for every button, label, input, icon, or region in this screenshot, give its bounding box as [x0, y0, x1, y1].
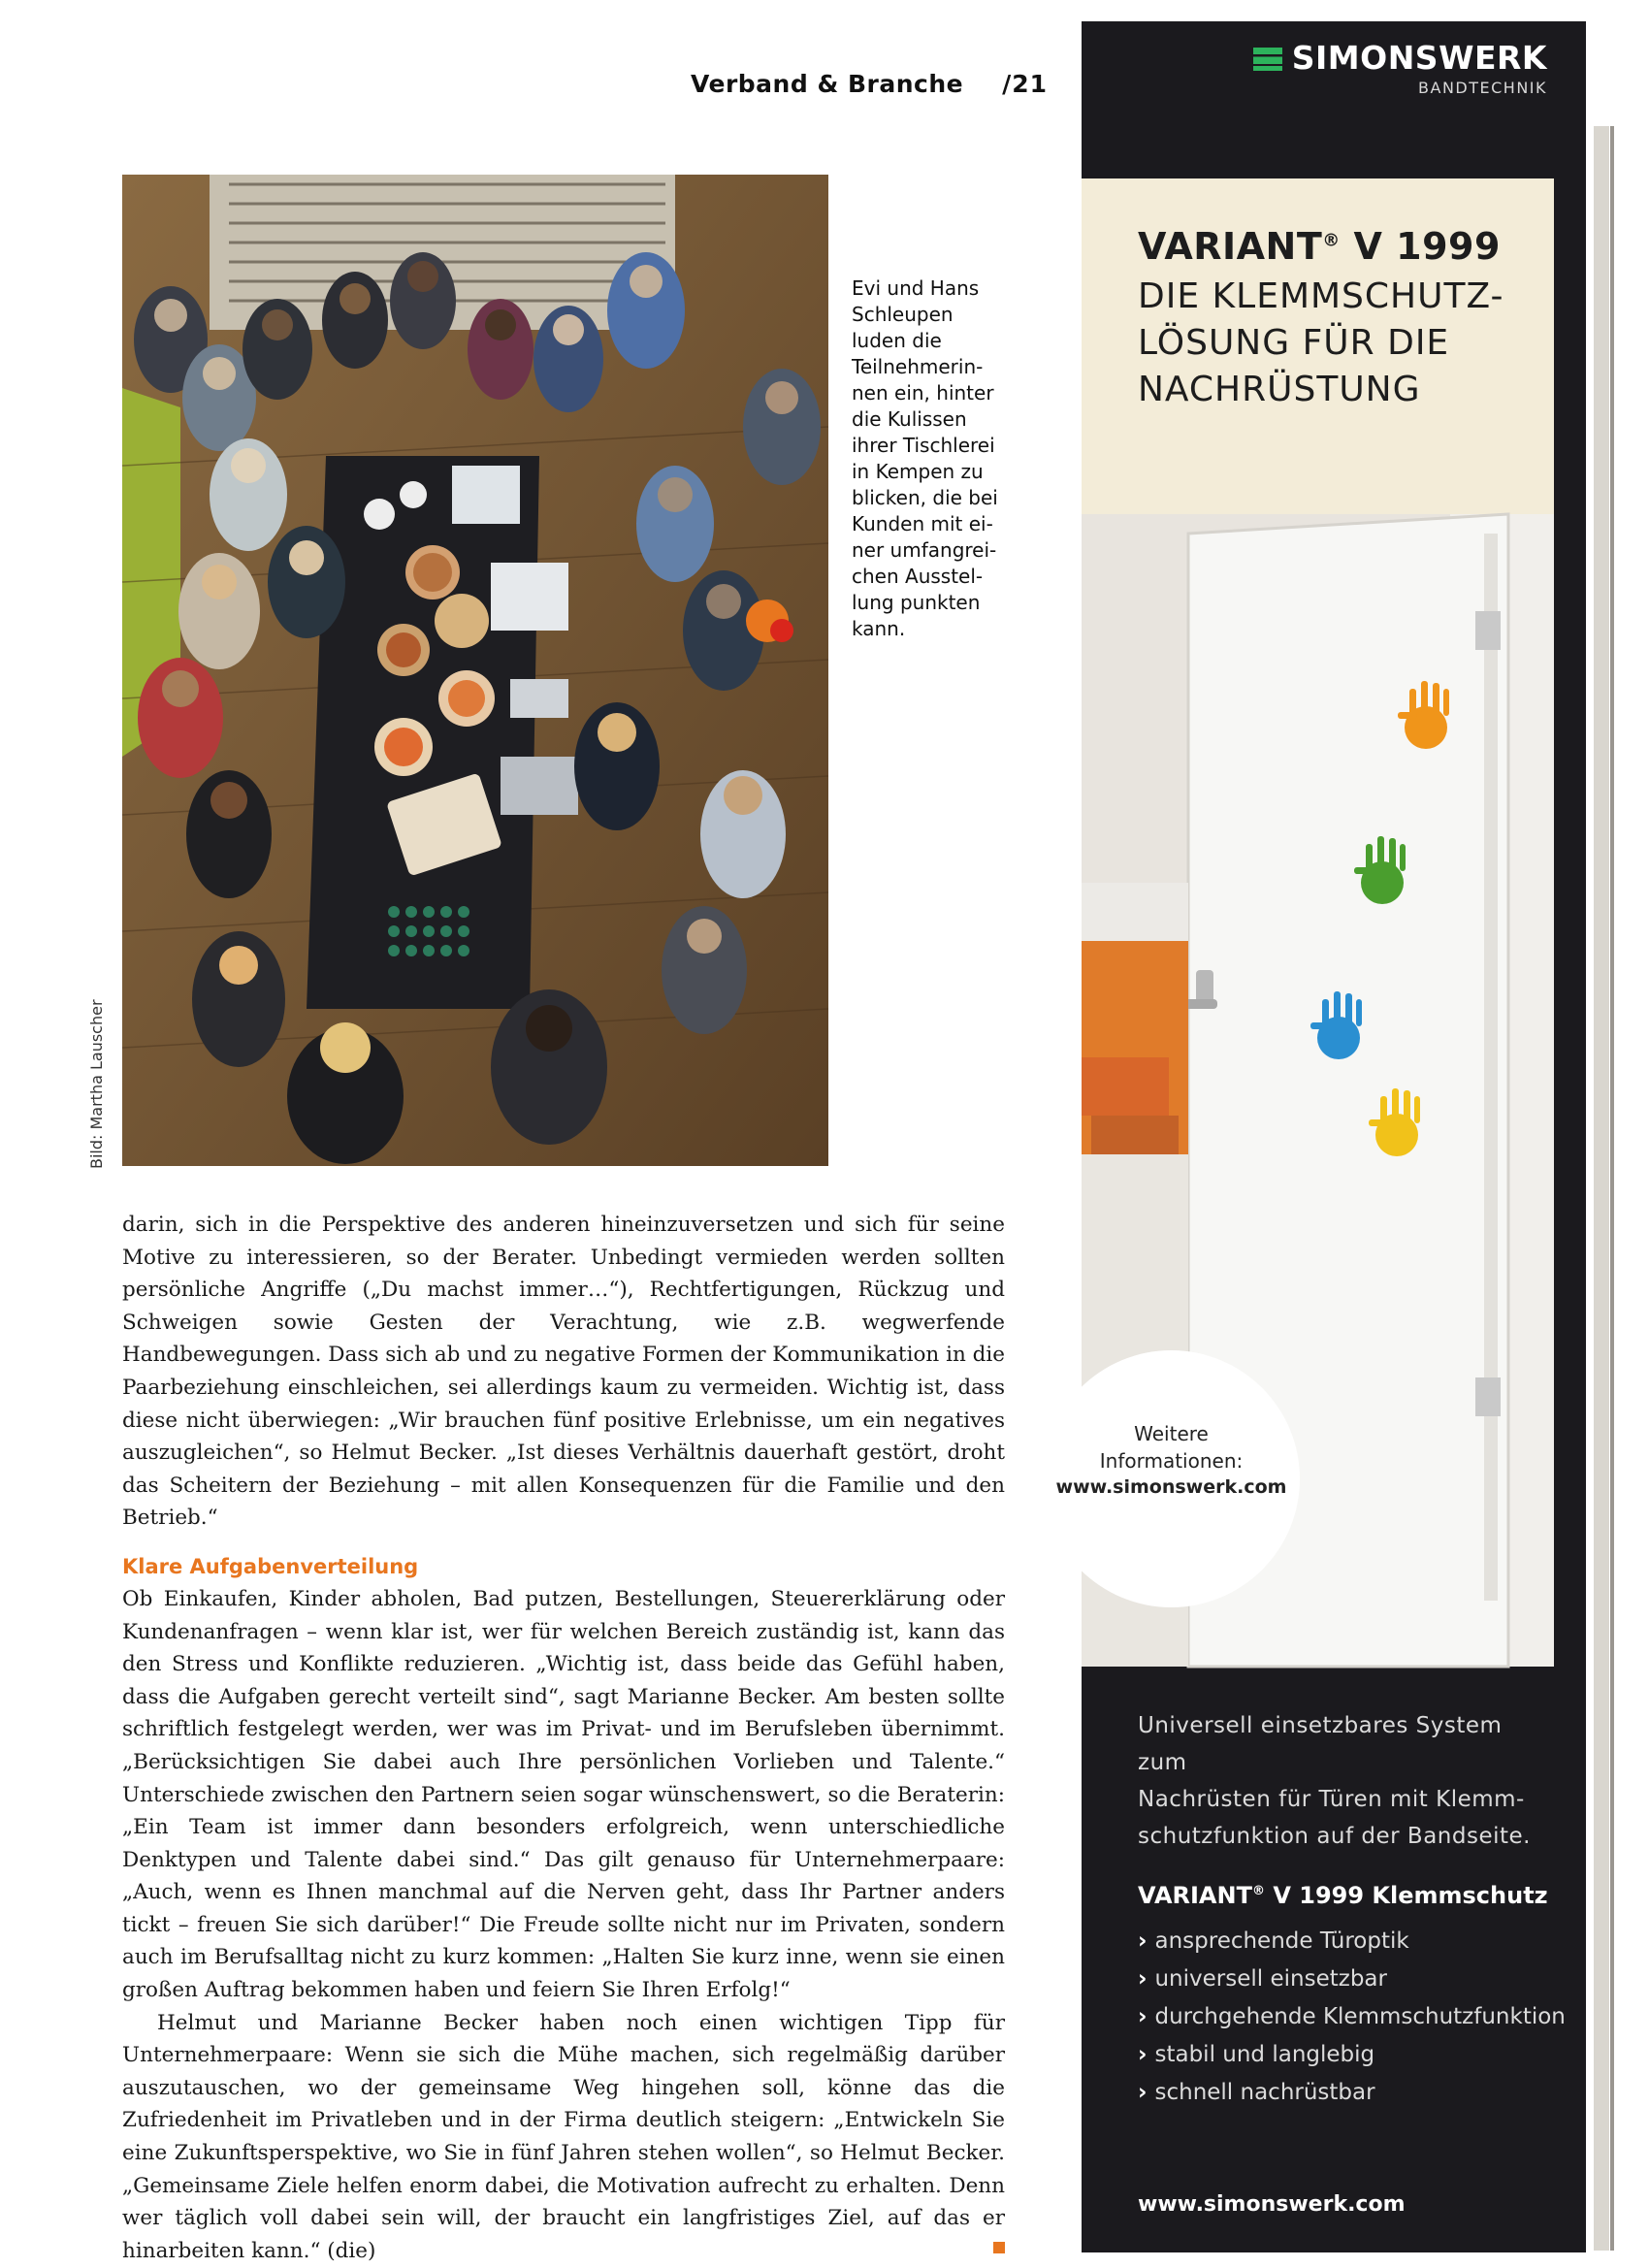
- ad-edge-shadow: [1610, 126, 1614, 2251]
- caption-line: die Kulissen: [852, 407, 967, 431]
- feature-list-title: [1138, 1882, 1548, 1909]
- feature-list-title-rest: V 1999 Klemmschutz: [1264, 1882, 1548, 1909]
- brand-logo: [1253, 39, 1547, 97]
- caption-line: blicken, die bei: [852, 486, 998, 509]
- brand-subline: BANDTECHNIK: [1418, 79, 1547, 97]
- feature-item: › durchgehende Klemmschutzfunktion: [1138, 1998, 1566, 2036]
- caption-line: luden die: [852, 329, 942, 352]
- product-name: VARIANT: [1138, 1882, 1252, 1909]
- ad-headline-line: LÖSUNG FÜR DIE: [1138, 323, 1450, 363]
- caption-line: kann.: [852, 617, 906, 640]
- ad-product-title: [1138, 225, 1545, 268]
- product-model: V 1999: [1340, 225, 1501, 268]
- info-badge-line: Informationen:: [1099, 1449, 1244, 1473]
- info-badge-url[interactable]: www.simonswerk.com: [1055, 1476, 1287, 1498]
- info-badge: [1043, 1350, 1300, 1607]
- article-paragraph: darin, sich in die Perspektive des anderen hineinzuversetzen und sich für seine Motive zu interessieren, so der Berater. Unbedingt vermieden werden sollten persönliche Angriffe („Du machst immer…“), Rechtfertigungen, Rückzug und Schweigen sowie Gesten der Verachtung, wie z.B. wegwerfende Handbewegungen. Dass sich ab und zu negative Formen der Kommunikation in die Paarbeziehung einschleichen, sei allerdings kaum zu vermeiden. Wichtig ist, dass diese nicht überwiegen: „Wir brauchen fünf positive Erlebnisse, um ein negatives auszugleichen“, so Helmut Becker. „Ist dieses Verhältnis dauerhaft gestört, droht das Scheitern der Beziehung – mit allen Konsequenzen für die Familie und den Betrieb.“: [122, 1213, 1005, 1531]
- photo-credit: Bild: Martha Lauscher: [87, 999, 106, 1169]
- caption-line: ner umfangrei-: [852, 538, 997, 562]
- page-header: [0, 70, 1048, 98]
- photo-caption: [852, 275, 1007, 642]
- ad-headline: [1138, 225, 1545, 413]
- caption-line: Teilnehmerin-: [852, 355, 984, 378]
- info-badge-line: Weitere: [1134, 1422, 1209, 1445]
- product-name: VARIANT: [1138, 225, 1323, 268]
- ad-description-line: Nachrüsten für Türen mit Klemm-: [1138, 1787, 1525, 1812]
- section-title: Verband & Branche: [691, 70, 964, 98]
- ad-headline-line: NACHRÜSTUNG: [1138, 370, 1421, 409]
- article-body: [122, 1209, 1005, 2267]
- ad-description-line: schutzfunktion auf der Bandseite.: [1138, 1824, 1531, 1849]
- feature-item: › ansprechende Türoptik: [1138, 1923, 1566, 1960]
- registered-mark: ®: [1251, 1884, 1265, 1898]
- caption-line: ihrer Tischlerei: [852, 434, 995, 457]
- caption-line: chen Ausstel-: [852, 565, 984, 588]
- feature-item: › schnell nachrüstbar: [1138, 2074, 1566, 2112]
- ad-description-line: Universell einsetzbares System zum: [1138, 1713, 1503, 1775]
- registered-mark: ®: [1322, 230, 1341, 251]
- article-paragraph: Helmut und Marianne Becker haben noch einen wichtigen Tipp für Unternehmerpaare: Wenn sie sich die Mühe machen, sich regelmäßig darüber auszutauschen, wo der gemeinsame Weg hingehen soll, könne das die Zufriedenheit im Privatleben und in der Firma deutlich steigern: „Entwickeln Sie eine Zukunftsperspektive, wo Sie in fünf Jahren stehen wollen“, so Helmut Becker. „Gemeinsame Ziele helfen enorm dabei, die Motivation aufrecht zu erhalten. Denn wer täglich voll dabei sein will, der braucht ein langfristiges Ziel, auf das er hinarbeiten kann.“ (die): [122, 2010, 1005, 2263]
- caption-line: lung punkten: [852, 591, 981, 614]
- feature-list: [1138, 1923, 1566, 2112]
- advertisement: [1055, 21, 1586, 2252]
- article-subheading: Klare Aufgabenverteilung: [122, 1554, 419, 1578]
- brand-name: SIMONSWERK: [1291, 39, 1547, 77]
- logo-icon: [1253, 48, 1282, 71]
- caption-line: Kunden mit ei-: [852, 512, 993, 535]
- article-photo: [122, 175, 828, 1166]
- ad-edge-stripe: [1594, 126, 1609, 2251]
- caption-line: Evi und Hans: [852, 276, 980, 300]
- ad-headline-line: DIE KLEMMSCHUTZ-: [1138, 276, 1504, 316]
- ad-website-link[interactable]: www.simonswerk.com: [1138, 2192, 1406, 2217]
- feature-item: › universell einsetzbar: [1138, 1960, 1566, 1998]
- caption-line: nen ein, hinter: [852, 381, 994, 405]
- article-end-mark: [993, 2242, 1005, 2253]
- article-paragraph: Ob Einkaufen, Kinder abholen, Bad putzen, Bestellungen, Steuererklärung oder Kundenanfragen – wenn klar ist, wer für welchen Bereich zuständig ist, kann das den Stress und Konflikte reduzieren. „Wichtig ist, dass beide das Gefühl haben, dass die Aufgaben gerecht verteilt sind“, sagt Marianne Becker. Am besten sollte schriftlich festgelegt werden, wer was im Privat- und im Berufsleben übernimmt. „Berücksichtigen Sie dabei auch Ihre persönlichen Vorlieben und Talente.“ Unterschiede zwischen den Partnern seien sogar wünschenswert, so die Beraterin: „Ein Team ist immer dann besonders erfolgreich, wenn unterschiedliche Denktypen und Talente dabei sind.“ Das gilt genauso für Unternehmerpaare: „Auch, wenn es Ihnen manchmal auf die Nerven geht, dass Ihr Partner anders tickt – freuen Sie sich darüber!“ Die Freude sollte nicht nur im Privaten, sondern auch im Berufsalltag nicht zu kurz kommen: „Halten Sie kurz inne, wenn sie einen großen Auftrag bekommen haben und feiern Sie Ihren Erfolg!“: [122, 1586, 1005, 2003]
- ad-description: [1138, 1707, 1545, 1855]
- caption-line: Schleupen: [852, 303, 954, 326]
- feature-item: › stabil und langlebig: [1138, 2036, 1566, 2074]
- caption-line: in Kempen zu: [852, 460, 984, 483]
- page-number: /21: [1002, 70, 1048, 98]
